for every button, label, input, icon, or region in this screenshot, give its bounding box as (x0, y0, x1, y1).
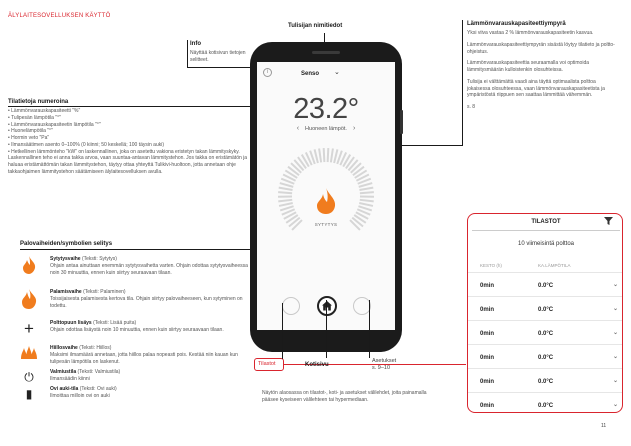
lampo-p2: Lämmönvarauskapasiteettiympyrän sisästä löytyy tilatieto ja poltto-ohjeistus. (467, 41, 615, 55)
stove-name[interactable]: Senso (301, 71, 320, 77)
table-row[interactable]: 0min 0.0°C ⌄ (468, 344, 623, 368)
dial-tick (360, 200, 374, 202)
flame-large-icon (20, 289, 38, 307)
room-temp-label: Huoneen lämpöt. (305, 126, 347, 132)
info-leader-v (187, 40, 188, 67)
col-duration: KESTO (h) (480, 263, 502, 268)
dial-tick (324, 148, 325, 162)
kotisivu-leader (326, 300, 327, 358)
dial-tick (360, 192, 374, 193)
dial-tick (328, 148, 329, 162)
info-icon[interactable]: i (263, 68, 272, 77)
chevron-down-icon: ⌄ (612, 378, 618, 384)
dial-tick (359, 203, 373, 206)
col-temp: KA.LÄMPÖTILA (538, 263, 571, 268)
chevron-down-icon: ⌄ (612, 306, 618, 312)
phone-side-button (400, 110, 403, 134)
legend-item-title: Valmiustila (50, 369, 77, 375)
lampo-ref: s. 8 (467, 104, 476, 111)
room-temp-selector[interactable] (257, 124, 395, 133)
dial-tick (278, 192, 292, 193)
tilatiedot-leader (8, 106, 289, 107)
plus-icon: + (24, 319, 34, 338)
legend-item-title: Hiillosvaihe (50, 345, 78, 351)
asetukset-label: Asetukset s. 9–10 (372, 358, 397, 372)
tilatiedot-item: • Lämmönvarauskapasiteetti "%" (8, 108, 81, 115)
dial-tick (280, 183, 293, 187)
power-icon: ⏻ (24, 370, 34, 384)
legend-item-title: Palamisvaihe (50, 289, 82, 295)
tilatiedot-item: • Hetkellinen lämmönteho "kW" on laskennallinen, joka on asetettu vakiona eristetyn takan lämmityskyky. Laskennallinen teho ei anna takka arvoa, vaan suuntaa-antavan lämmitystehon. Jos takka on eristämätön ja haluaa eristämättömän takan lämmitystehon, täytyy ottaa yhteyttä Tulikivi-huoltoon, jotta annetaan ohje takkaohjaimen lämmitystehon säätämiseen älylaitesovelluksen avulla. (8, 148, 248, 175)
lampo-p3: Lämmönvarauskapasiteettia seuraamalla voi optimoida lämmitysmäärän kulloistenkin olosuhteissa. (467, 60, 590, 74)
tilatiedot-item: • Tulipesän lämpötila "°" (8, 114, 61, 121)
door-icon: ▮ (25, 387, 33, 401)
flame-icon (20, 256, 38, 274)
chevron-down-icon: ⌄ (612, 330, 618, 336)
tilatiedot-item: • Lämmönvarauskapasiteetin lämpötila "°" (8, 121, 101, 128)
chevron-right-icon[interactable]: › (352, 125, 356, 132)
tilatiedot-section (8, 98, 248, 176)
tilatiedot-item: • Hormin veto "Pa" (8, 135, 50, 142)
dial-tick (279, 188, 293, 190)
phone-screen (257, 62, 395, 330)
tilatiedot-title: Tilatietoja numeroina (8, 99, 69, 105)
lampo-leader-v (462, 20, 463, 145)
lampo-p4: Tulisija ei välttämättä vaadi aina täyttä optimaalista polttoa jokaisessa olosuhteessa, vaan lämmönvarauskapasiteetista ja ympäristöstä riippuen sen saattaa lämmittää vähemmän. (467, 78, 605, 99)
stats-divider (472, 230, 620, 231)
info-callout-text: Näyttää kotisivun tietojen selitteet. (190, 50, 246, 63)
dial-tick (279, 203, 293, 206)
lampo-p1: Yksi viiva vastaa 2 % lämmönvarauskapasiteetin kasvua. (467, 30, 594, 37)
page-header: ÄLYLAITESOVELLUKSEN KÄYTTÖ (8, 13, 111, 19)
capacity-dial (274, 144, 378, 248)
legend-item-title: Polttopuun lisäys (50, 320, 92, 326)
statistics-tab-button[interactable] (282, 297, 300, 315)
tilatiedot-item: • Huonelämpötila "°" (8, 128, 53, 135)
dial-tick (359, 183, 372, 187)
table-row[interactable]: 0min 0.0°C ⌄ (468, 296, 623, 320)
tilastot-leader-v (282, 303, 283, 359)
asetukset-leader (369, 300, 370, 358)
chevron-down-icon[interactable]: ⌄ (334, 69, 340, 76)
legend-title: Palovaiheiden/symbolien selitys (20, 241, 113, 247)
dial-tick (359, 188, 373, 190)
dial-tick (319, 148, 321, 162)
dial-tick (278, 200, 292, 202)
page-number: 11 (601, 423, 607, 429)
dial-tick (331, 148, 333, 162)
home-icon (319, 298, 335, 314)
dial-tick (334, 149, 337, 163)
tulisija-callout-title: Tulisijan nimitiedot (288, 23, 343, 29)
speaker-grille (312, 51, 340, 54)
info-callout (190, 40, 246, 64)
tilastot-label: Tilastot (258, 361, 276, 367)
home-tab-button[interactable] (317, 296, 337, 316)
filter-icon[interactable] (604, 217, 614, 229)
kotisivu-label: Kotisivu (305, 362, 329, 368)
dial-tick (315, 149, 318, 163)
info-callout-title: Info (190, 41, 201, 47)
lampo-callout-title: Lämmönvarauskapasiteettiympyrä (467, 21, 566, 27)
table-row[interactable]: 0min 0.0°C ⌄ (468, 392, 623, 413)
embers-icon (20, 345, 38, 363)
chevron-down-icon: ⌄ (612, 354, 618, 360)
capacity-dial-ticks (278, 148, 374, 230)
legend-item-title: Ovi auki-tila (50, 386, 79, 392)
table-row[interactable]: 0min 0.0°C ⌄ (468, 272, 623, 296)
tilatiedot-item: • Ilmansäätimen asento 0–100% (0 kiinni; 50 keskellä; 100 täysin auki) (8, 141, 165, 148)
statistics-panel (467, 213, 623, 413)
temperature-readout: 23.2° (293, 93, 359, 125)
lampo-callout (467, 20, 617, 111)
statistics-title: TILASTOT (531, 219, 561, 225)
chevron-left-icon[interactable]: ‹ (296, 125, 300, 132)
flame-status-label: SYTYTYS (314, 222, 338, 227)
legend-item-title: Sytytysvaihe (50, 256, 81, 262)
bottom-nav-note: Näytön alaosassa on tilastot-, koti- ja asetukset välilehdet, joita painamalla pääsee kyseiseen välilehteen tai hypermediaan. (262, 390, 427, 403)
statistics-subtitle: 10 viimeisintä polttoa (517, 241, 575, 247)
chevron-down-icon: ⌄ (612, 402, 618, 408)
flame-icon (317, 188, 335, 214)
table-row[interactable]: 0min 0.0°C ⌄ (468, 368, 623, 392)
chevron-down-icon: ⌄ (612, 282, 618, 288)
table-row[interactable]: 0min 0.0°C ⌄ (468, 320, 623, 344)
